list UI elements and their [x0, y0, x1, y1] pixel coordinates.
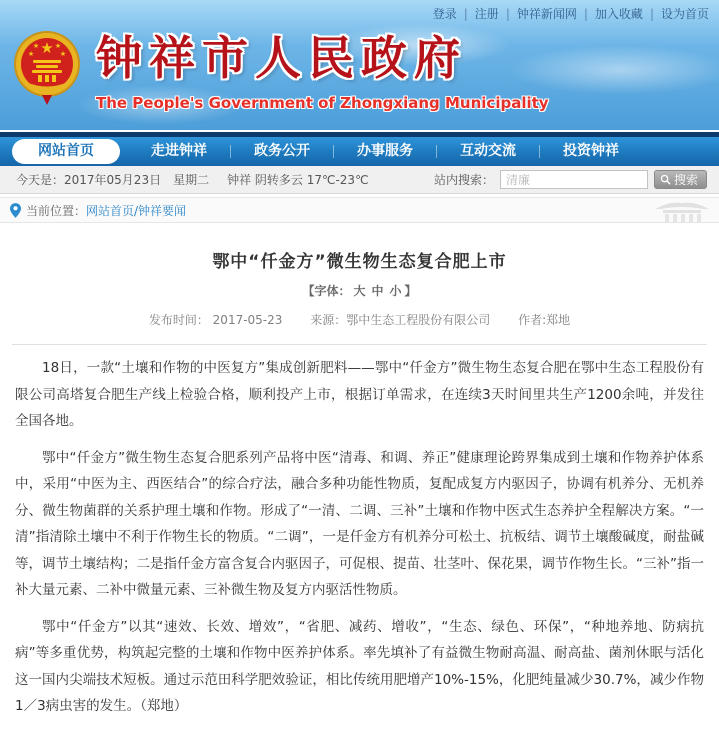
source-name: 鄂中生态工程股份有限公司 — [346, 313, 491, 327]
font-size-selector — [15, 282, 704, 299]
search-icon — [660, 174, 671, 185]
add-favorite-link[interactable]: 加入收藏 — [594, 7, 643, 21]
font-selector-prefix: 【字体： — [302, 284, 351, 298]
publish-date: 2017-05-23 — [212, 313, 283, 327]
site-search — [434, 170, 707, 189]
article-paragraph: 鄂中“仟金方”以其“速效、长效、增效”，“省肥、减药、增收”，“生态、绿色、环保”，“种地养地、防病抗病”等多重优势，构筑起完整的土壤和作物中医养护体系。率先填补了有益微生物耐高温、耐高盐、菌剂休眠与活化这一国内尖端技术短板。通过示范田科学肥效验证，相比传统用肥增产10%-15%，化肥纯量减少30.7%，减少作物1／3病虫害的发生。（郑地） — [15, 618, 704, 714]
info-bar — [0, 166, 719, 194]
topbar-separator: | — [463, 6, 468, 21]
national-emblem-icon — [12, 27, 82, 109]
nav-investment[interactable]: 投资钟祥 — [563, 143, 619, 159]
nav-services[interactable]: 办事服务 — [357, 143, 413, 159]
font-size-large[interactable]: 大 — [353, 284, 366, 298]
font-selector-suffix: 】 — [404, 284, 417, 298]
publish-label: 发布时间： — [148, 313, 209, 327]
publish-time — [149, 313, 283, 327]
nav-about-zhongxiang[interactable]: 走进钟祥 — [151, 143, 207, 159]
site-title: 钟祥市人民政府 — [96, 31, 467, 85]
svg-text:★: ★ — [54, 42, 62, 50]
article-meta — [15, 311, 704, 328]
font-size-medium[interactable]: 中 — [371, 284, 384, 298]
svg-text:★: ★ — [59, 50, 67, 58]
meta-divider — [12, 344, 707, 345]
article-body — [15, 355, 704, 720]
site-brand — [96, 22, 549, 112]
topbar-separator: | — [505, 6, 510, 21]
nav-interaction[interactable]: 互动交流 — [460, 143, 516, 159]
search-button-label: 搜索 — [673, 173, 698, 187]
breadcrumb-label: 当前位置： — [26, 203, 87, 218]
font-size-small[interactable]: 小 — [389, 284, 402, 298]
author-label: 作者: — [518, 313, 547, 327]
article-source — [310, 313, 490, 327]
main-nav — [0, 137, 719, 166]
today-date-text: 今天是：2017年05月23日 星期二 — [16, 173, 210, 187]
nav-home[interactable]: 网站首页 — [12, 139, 120, 164]
topbar-links — [433, 5, 709, 22]
nav-gov-affairs[interactable]: 政务公开 — [254, 143, 310, 159]
building-watermark-icon — [651, 199, 713, 223]
search-button[interactable] — [654, 170, 707, 189]
topbar-separator: | — [583, 6, 588, 21]
svg-text:★: ★ — [40, 39, 54, 57]
set-homepage-link[interactable]: 设为首页 — [660, 7, 709, 21]
article-paragraph: 18日，一款“土壤和作物的中医复方”集成创新肥料——鄂中“仟金方”微生物生态复合肥在鄂中生态工程股份有限公司高塔复合肥生产线上检验合格，顺利投产上市，根据订单需求，在连续3天时间里共生产1200余吨，并发往全国各地。 — [15, 360, 704, 429]
search-label: 站内搜索： — [433, 173, 494, 187]
login-link[interactable]: 登录 — [432, 7, 457, 21]
location-pin-icon — [10, 203, 21, 218]
weather-text: 钟祥 阴转多云 17℃-23℃ — [227, 173, 369, 187]
article-paragraph: 鄂中“仟金方”微生物生态复合肥系列产品将中医“清毒、和调、养正”健康理论跨界集成到土壤和作物养护体系中，采用“中医为主、西医结合”的综合疗法，融合多种功能性物质，复配成复方内驱因子，协调有机养分、无机养分、微生物菌群的关系护理土壤和作物。形成了“一清、二调、三补”土壤和作物中医式生态养护全程解决方案。“一清”指清除土壤中不利于作物生长的物质。“二调”，一是仟金方有机养分可松土、抗板结、调节土壤酸碱度，耐盐碱等，调节土壤结构；二是指仟金方富含复合内驱因子，可促根、提苗、壮茎叶、保花果，调节作物生长。“三补”指一补大量元素、二补中微量元素、三补微生物及复方内驱活性物质。 — [15, 449, 704, 598]
news-site-link[interactable]: 钟祥新闻网 — [516, 7, 577, 21]
breadcrumb-path[interactable]: 网站首页/钟祥要闻 — [86, 203, 187, 218]
site-subtitle: The People's Government of Zhongxiang Municipality — [96, 94, 549, 112]
topbar-separator: | — [649, 6, 654, 21]
site-header — [0, 0, 719, 130]
article-page — [0, 223, 719, 738]
search-input[interactable] — [500, 170, 648, 189]
breadcrumb — [0, 197, 719, 223]
article-title: 鄂中“仟金方”微生物生态复合肥上市 — [212, 252, 507, 272]
register-link[interactable]: 注册 — [474, 7, 499, 21]
author-name: 郑地 — [546, 313, 571, 327]
source-label: 来源： — [310, 313, 347, 327]
svg-text:★: ★ — [27, 50, 35, 58]
article-author — [518, 313, 570, 327]
svg-text:★: ★ — [32, 42, 40, 50]
